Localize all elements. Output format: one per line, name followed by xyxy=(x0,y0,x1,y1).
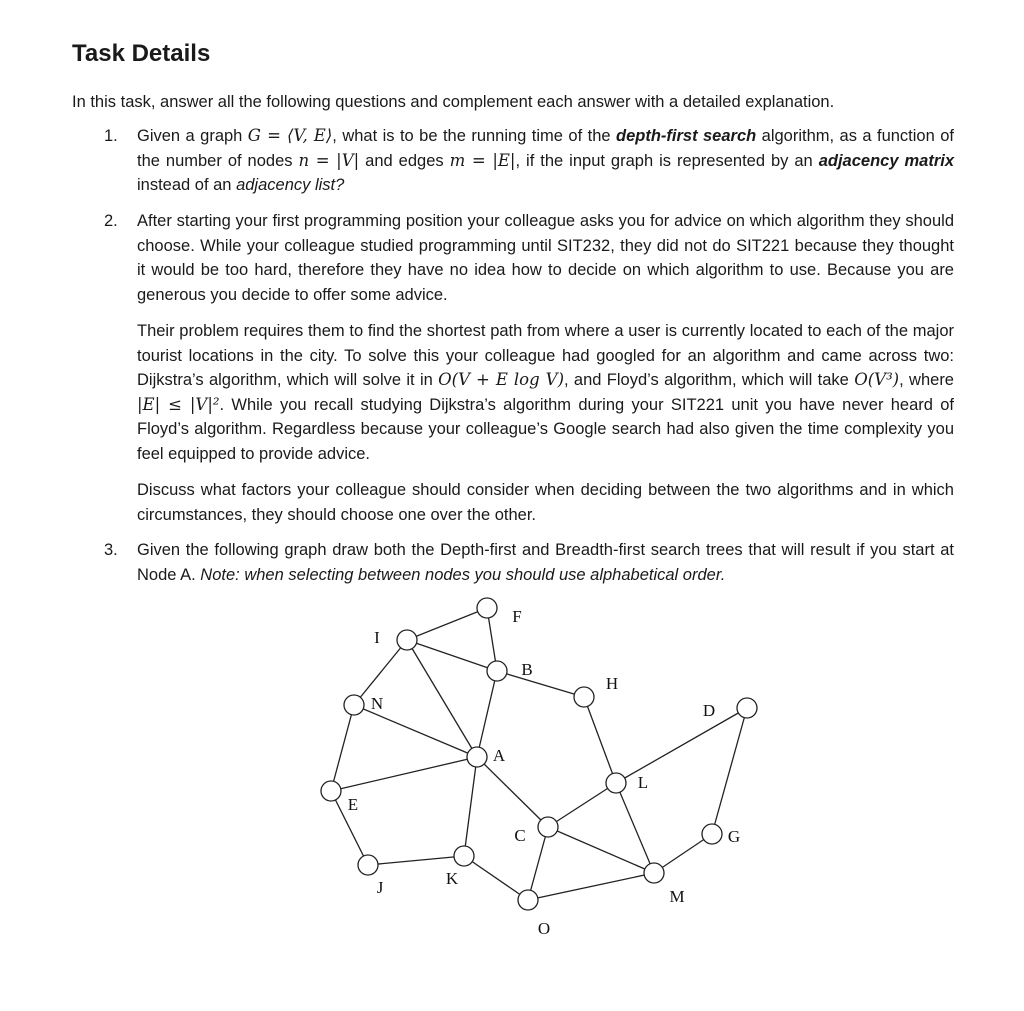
node-a-label: A xyxy=(492,745,506,765)
node-l-circle xyxy=(606,773,626,793)
node-h-label: H xyxy=(605,673,619,693)
node-f xyxy=(477,598,522,626)
edge-c-l xyxy=(548,783,616,827)
graph-diagram xyxy=(300,595,770,940)
question-2 xyxy=(104,209,954,527)
node-g xyxy=(702,824,740,846)
node-i xyxy=(374,628,417,650)
question-2-paragraph-3: Discuss what factors your colleague should consider when deciding between the two algorithms and in which circumstances, they should choose one over the other. xyxy=(137,481,954,524)
edge-k-a xyxy=(464,757,477,856)
node-b-circle xyxy=(487,661,507,681)
node-c-circle xyxy=(538,817,558,837)
node-a xyxy=(467,746,506,767)
node-d-label: D xyxy=(702,700,716,720)
edge-i-b xyxy=(407,640,497,671)
node-i-label: I xyxy=(374,627,380,647)
node-m-circle xyxy=(644,863,664,883)
node-n-circle xyxy=(344,695,364,715)
node-f-label: F xyxy=(512,606,522,626)
node-d xyxy=(703,698,757,720)
node-o-circle xyxy=(518,890,538,910)
node-j-label: J xyxy=(376,877,384,897)
node-j xyxy=(358,855,384,897)
edge-c-o xyxy=(528,827,548,900)
question-3-number: 3. xyxy=(104,541,118,559)
edge-l-d xyxy=(616,708,747,783)
edge-f-i xyxy=(407,608,487,640)
node-h xyxy=(574,674,618,707)
node-e-circle xyxy=(321,781,341,801)
question-3-text: Given the following graph draw both the Depth-first and Breadth-first search trees that will result if you start at Node A. Note: when selecting between nodes you should use alphabetical order. xyxy=(137,541,954,584)
question-1-text: Given a graph G = ⟨V, E⟩, what is to be the running time of the depth-first search algorithm, as a function of the number of nodes n = |V| and edges m = |E|, if the input graph is represented by an adjacency matrix instead of an adjacency list? xyxy=(137,126,954,194)
node-b-label: B xyxy=(521,659,533,679)
edge-b-h xyxy=(497,671,584,697)
page-title: Task Details xyxy=(72,40,211,67)
node-e-label: E xyxy=(347,794,359,814)
question-1 xyxy=(104,124,954,198)
edge-i-a xyxy=(407,640,477,757)
question-2-number: 2. xyxy=(104,212,118,230)
edge-h-l xyxy=(584,697,616,783)
node-g-label: G xyxy=(727,826,741,846)
node-m xyxy=(644,863,685,906)
node-l-label: L xyxy=(637,772,649,792)
node-c-label: C xyxy=(514,825,526,845)
node-g-circle xyxy=(702,824,722,844)
node-d-circle xyxy=(737,698,757,718)
node-k-label: K xyxy=(445,868,459,888)
node-o-label: O xyxy=(537,918,551,938)
edge-a-c xyxy=(477,757,548,827)
node-o xyxy=(518,890,550,938)
question-1-number: 1. xyxy=(104,127,118,145)
edge-n-e xyxy=(331,705,354,791)
node-n xyxy=(344,694,383,715)
node-f-circle xyxy=(477,598,497,618)
intro-text: In this task, answer all the following questions and complement each answer with a detailed explanation. xyxy=(72,93,835,111)
node-c xyxy=(514,817,558,845)
node-n-label: N xyxy=(370,693,384,713)
node-i-circle xyxy=(397,630,417,650)
question-2-paragraph-2: Their problem requires them to find the shortest path from where a user is currently located to each of the major tourist locations in the city. To solve this your colleague had googled for an algorithm and came across two: Dijkstra’s algorithm, which will solve it in O(V + E log V), and Floyd’s algorithm, which will take O(V³), where |E| ≤ |V|². While you recall studying Dijkstra’s algorithm during your SIT221 unit you have never heard of Floyd’s algorithm. Regardless because your colleague’s Google search had also given the time complexity you feel equipped to provide advice. xyxy=(137,322,954,463)
node-b xyxy=(487,660,533,681)
edge-o-m xyxy=(528,873,654,900)
node-k-circle xyxy=(454,846,474,866)
edge-d-g xyxy=(712,708,747,834)
edge-e-a xyxy=(331,757,477,791)
edge-b-a xyxy=(477,671,497,757)
graph-edges xyxy=(331,608,747,900)
node-k xyxy=(446,846,474,888)
edge-j-k xyxy=(368,856,464,865)
node-m-label: M xyxy=(669,886,685,906)
question-2-paragraph-1: After starting your first programming position your colleague asks you for advice on which algorithm they should choose. While your colleague studied programming until SIT232, they did not do SIT221 because they thought it would be too hard, therefore they have no idea how to decide on which algorithm to use. Because you are generous you decide to offer some advice. xyxy=(137,212,954,304)
node-j-circle xyxy=(358,855,378,875)
node-h-circle xyxy=(574,687,594,707)
edge-k-o xyxy=(464,856,528,900)
node-a-circle xyxy=(467,747,487,767)
question-3 xyxy=(104,538,954,587)
graph-nodes xyxy=(321,598,757,938)
